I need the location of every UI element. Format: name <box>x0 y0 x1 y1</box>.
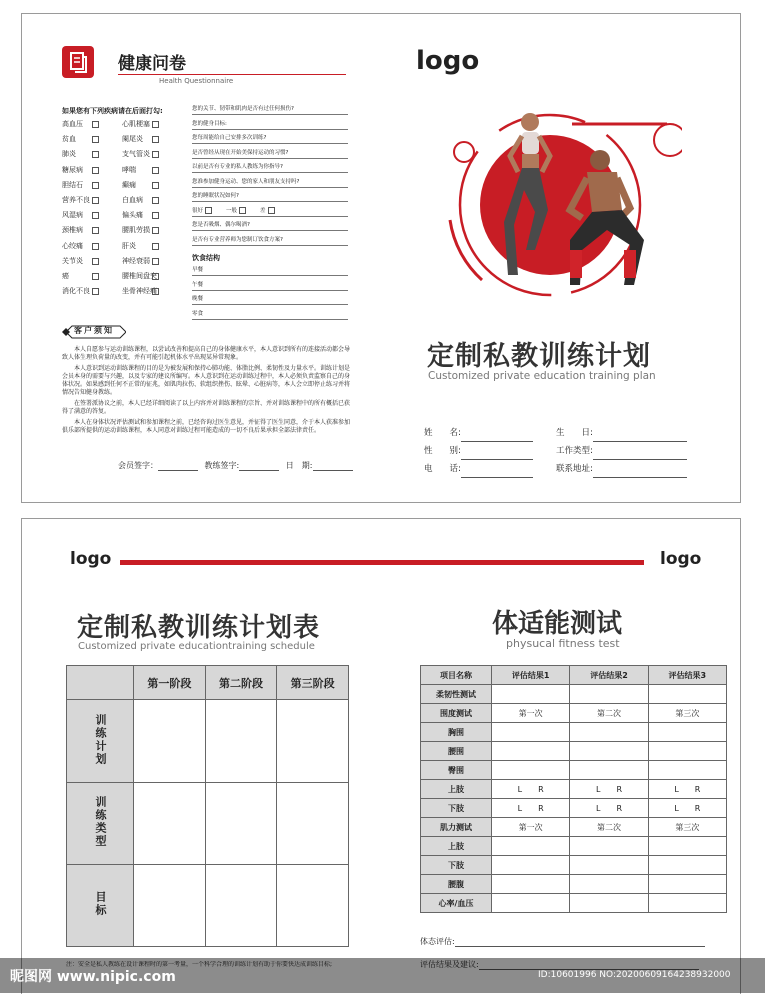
fitness-cell[interactable] <box>492 894 570 913</box>
disease-item <box>122 180 136 190</box>
fitness-header: 项目名称 <box>421 666 492 685</box>
watermark-left: 昵图网 www.nipic.com <box>10 969 176 985</box>
member-sign-field[interactable] <box>158 462 198 471</box>
disease-label: 心绞痛 <box>62 241 83 250</box>
disease-label: 腰椎间盘突 <box>122 272 157 280</box>
fitness-cell[interactable] <box>648 685 726 704</box>
checkbox[interactable] <box>152 197 159 204</box>
checkbox[interactable] <box>152 227 159 234</box>
fitness-header: 评估结果2 <box>570 666 648 685</box>
checkbox[interactable] <box>205 207 212 214</box>
sleep-options <box>192 206 275 214</box>
disease-item <box>62 134 76 144</box>
fitness-item-label: 下肢 <box>421 799 492 818</box>
birthday-row: 生 日: <box>556 424 687 442</box>
cover-subtitle: Customized private education training plan <box>428 370 656 382</box>
fitness-cell[interactable] <box>570 685 648 704</box>
disease-item <box>122 210 143 220</box>
fitness-cell[interactable]: L R <box>570 780 648 799</box>
schedule-cell[interactable] <box>277 700 349 783</box>
disease-item <box>62 180 83 190</box>
fitness-cell[interactable]: L R <box>492 799 570 818</box>
birthday-field[interactable] <box>593 433 687 442</box>
disease-label: 颈椎病 <box>62 226 83 235</box>
title-rule <box>118 74 346 75</box>
fitness-row <box>421 856 727 875</box>
disease-item <box>62 256 83 266</box>
answer-line[interactable] <box>192 290 348 291</box>
checkbox[interactable] <box>152 182 159 189</box>
fitness-cell[interactable] <box>492 875 570 894</box>
answer-line[interactable] <box>192 201 348 202</box>
disease-item <box>62 210 83 220</box>
date-label: 日 期: <box>285 461 313 470</box>
disease-label: 偏头痛 <box>122 211 143 220</box>
row-goal-label: 目标 <box>67 865 134 947</box>
disease-label: 营养不良 <box>62 196 90 204</box>
fitness-cell[interactable]: L R <box>648 780 726 799</box>
fitness-cell[interactable]: L R <box>492 780 570 799</box>
disease-label: 支气管炎 <box>122 150 150 159</box>
disease-label: 哮喘 <box>122 165 136 174</box>
question-text: 您准参加健身运动、您的家人和朋友支持吗? <box>192 178 300 185</box>
job-row: 工作类型: <box>556 442 687 460</box>
date-field[interactable] <box>313 462 353 471</box>
coach-sign-field[interactable] <box>239 462 279 471</box>
checkbox[interactable] <box>239 207 246 214</box>
signature-line <box>118 460 353 471</box>
question-text: 您的睡眠状况如何? <box>192 193 239 199</box>
fitness-cell[interactable]: 第三次 <box>648 704 726 723</box>
fitness-title: 体适能测试 <box>492 609 623 639</box>
cover-fields-right <box>556 424 687 478</box>
disease-item <box>62 241 83 251</box>
disease-label: 高血压 <box>62 120 83 128</box>
answer-line[interactable] <box>192 216 348 217</box>
question-text: 午餐 <box>192 281 204 288</box>
sleep-option-label: 差 <box>260 207 266 214</box>
doc-icon <box>62 46 94 78</box>
disease-label: 关节炎 <box>62 256 83 265</box>
fitness-cell[interactable]: L R <box>648 799 726 818</box>
fitness-cell[interactable] <box>570 894 648 913</box>
checkbox[interactable] <box>152 136 159 143</box>
fitness-cell[interactable] <box>492 856 570 875</box>
fitness-cell[interactable] <box>492 761 570 780</box>
fitness-row <box>421 704 727 723</box>
answer-line[interactable] <box>192 143 348 144</box>
row-plan-label: 训练计划 <box>67 700 134 783</box>
hero-graphic <box>422 100 682 320</box>
checkbox[interactable] <box>152 288 159 295</box>
fitness-cell[interactable] <box>648 894 726 913</box>
disease-item <box>62 286 90 296</box>
question-text: 您每周能给自己安排多次训练? <box>192 135 267 141</box>
fitness-cell[interactable] <box>570 723 648 742</box>
watermark-bar <box>0 958 765 993</box>
disease-item <box>62 271 69 281</box>
fitness-row <box>421 818 727 837</box>
schedule-cell[interactable] <box>205 783 277 865</box>
fitness-cell[interactable] <box>570 875 648 894</box>
checkbox[interactable] <box>92 288 99 295</box>
fitness-item-label: 臀围 <box>421 761 492 780</box>
name-field[interactable] <box>461 433 533 442</box>
answer-line[interactable] <box>192 172 348 173</box>
gender-row: 性 别: <box>424 442 533 460</box>
answer-line[interactable] <box>192 304 348 305</box>
disease-label: 消化不良 <box>62 287 90 296</box>
question-text: 是否曾经从现在开始美保持运动的习惯? <box>192 149 289 156</box>
phase-3-header: 第三阶段 <box>277 666 349 700</box>
question-text: 您的关节、韧带和肌肉是否有过任何损伤? <box>192 106 294 112</box>
questionnaire-title: 健康问卷 <box>118 54 186 74</box>
address-row: 联系地址: <box>556 460 687 478</box>
notice-para: 本人在身体状况评估测试和参加课程之前，已经咨询过医生意见，并征得了医生同意，介于本人获准参加俱乐部所提供的运动训练课程，本人同意对训练过程可能造成的一切不良后果承担全部法律责任。 <box>62 419 351 434</box>
member-sign-label: 会员签字： <box>118 461 158 470</box>
disease-label: 糖尿病 <box>62 165 83 174</box>
fitness-item-label: 肌力测试 <box>421 818 492 837</box>
fitness-item-label: 上肢 <box>421 780 492 799</box>
checkbox[interactable] <box>268 207 275 214</box>
schedule-logo: logo <box>70 549 112 569</box>
name-row: 姓 名: <box>424 424 533 442</box>
notice-para: 本人自愿参与运动训练课程，以尝试改善和提高自己的身体健康水平，本人意识到所有的连接活动都会导致人体生理负荷量的改变，并有可能引起机体水平出现某异常现象。 <box>62 346 351 361</box>
question-text: 以前是否有专业的私人教练为你指导? <box>192 164 283 170</box>
fitness-cell[interactable] <box>570 761 648 780</box>
disease-item <box>122 225 150 235</box>
job-field[interactable] <box>593 451 687 460</box>
disease-item <box>122 134 143 144</box>
disease-item <box>122 286 157 296</box>
notice-para: 本人意识到运动训练课程的目的是为被发展和保持心肺功能、体脂比例、柔韧性及力量水平。训练计划是会员本身的需要与兴趣，以及专家的建议所编写。本人意识到在运动训练过程中，本人必须负责监察自己的身体状况。如果感到任何不正常的征兆，如肌肉拉伤、软组织挫伤、眩晕、心脏病等，本人会立即停止练习并将情况告知健身教练。 <box>62 365 351 396</box>
checkbox[interactable] <box>152 121 159 128</box>
fitness-row <box>421 837 727 856</box>
fitness-row <box>421 761 727 780</box>
question-text: 您是否吸烟、偶尔喝酒? <box>192 222 250 228</box>
checkbox[interactable] <box>92 167 99 174</box>
fitness-cell[interactable] <box>648 723 726 742</box>
disease-item <box>62 119 83 129</box>
fitness-cell[interactable] <box>492 723 570 742</box>
disease-item <box>62 225 83 235</box>
fitness-cell[interactable]: 第三次 <box>648 818 726 837</box>
fitness-cell[interactable] <box>570 837 648 856</box>
checkbox[interactable] <box>152 212 159 219</box>
fitness-row <box>421 875 727 894</box>
disease-label: 肝炎 <box>122 241 136 250</box>
schedule-subtitle: Customized private educationtraining schedule <box>78 641 315 652</box>
phone-row: 电 话: <box>424 460 533 478</box>
disease-label: 癫痫 <box>122 180 136 189</box>
checkbox[interactable] <box>92 182 99 189</box>
schedule-cell[interactable] <box>134 865 206 947</box>
checkbox[interactable] <box>92 197 99 204</box>
schedule-cell[interactable] <box>277 783 349 865</box>
fitness-table <box>420 665 727 913</box>
fitness-cell[interactable] <box>492 837 570 856</box>
notice-badge <box>62 324 126 338</box>
sleep-option-label: 很好 <box>192 207 204 214</box>
notice-title: 客户须知 <box>74 326 114 335</box>
sleep-option-label: 一般 <box>226 207 238 214</box>
notice-text <box>62 346 352 435</box>
disease-label: 癌 <box>62 272 69 280</box>
fitness-cell[interactable] <box>648 856 726 875</box>
address-field[interactable] <box>593 469 687 478</box>
disease-item <box>122 195 143 205</box>
posture-eval-label: 体态评估: <box>420 937 455 946</box>
phase-1-header: 第一阶段 <box>134 666 206 700</box>
cover-fields-left <box>424 424 533 478</box>
checkbox[interactable] <box>92 212 99 219</box>
checkbox[interactable] <box>92 136 99 143</box>
fitness-item-label: 腰腹 <box>421 875 492 894</box>
watermark-right: ID:10601996 NO:20200609164238932000 <box>538 970 731 980</box>
checkbox[interactable] <box>92 151 99 158</box>
fitness-row <box>421 742 727 761</box>
fitness-item-label: 围度测试 <box>421 704 492 723</box>
disease-label: 坐骨神经痛 <box>122 287 157 296</box>
fitness-header: 评估结果1 <box>492 666 570 685</box>
cover-title: 定制私教训练计划 <box>427 341 651 372</box>
coach-sign-label: 教练签字: <box>204 461 240 470</box>
checkbox[interactable] <box>92 273 99 280</box>
fitness-row <box>421 723 727 742</box>
schedule-cell[interactable] <box>134 783 206 865</box>
posture-eval-field[interactable] <box>455 938 705 947</box>
answer-line[interactable] <box>192 245 348 246</box>
fitness-cell[interactable] <box>648 875 726 894</box>
schedule-table <box>66 665 349 947</box>
disease-item <box>62 195 90 205</box>
fitness-cell[interactable] <box>492 742 570 761</box>
disease-item <box>122 119 150 129</box>
fitness-item-label: 胸围 <box>421 723 492 742</box>
disease-label: 风湿病 <box>62 211 83 220</box>
checkbox[interactable] <box>152 243 159 250</box>
row-type-label: 训练类型 <box>67 783 134 865</box>
notice-para: 在签署派协议之前，本人已经详细阅读了以上内容并对训练课程的宗旨、并对训练课程中的所有概括已获得了满意的答复。 <box>62 400 351 415</box>
disease-item <box>122 256 150 266</box>
fitness-logo: logo <box>660 549 702 569</box>
disease-label: 肺炎 <box>62 150 76 159</box>
question-text: 饮食结构 <box>192 254 220 262</box>
fitness-cell[interactable] <box>648 742 726 761</box>
answer-line[interactable] <box>192 275 348 276</box>
disease-label: 腰肌劳损 <box>122 226 150 235</box>
disease-label: 贫血 <box>62 135 76 144</box>
answer-line[interactable] <box>192 230 348 231</box>
disease-item <box>62 165 83 175</box>
fitness-cell[interactable] <box>648 761 726 780</box>
disease-item <box>62 149 76 159</box>
disease-label: 阑尾炎 <box>122 135 143 144</box>
page-2 <box>21 518 741 994</box>
fitness-row <box>421 894 727 913</box>
gender-field[interactable] <box>461 451 533 460</box>
answer-line[interactable] <box>192 187 348 188</box>
question-text: 晚餐 <box>192 296 204 302</box>
fitness-header: 评估结果3 <box>648 666 726 685</box>
fitness-item-label: 上肢 <box>421 837 492 856</box>
fitness-row <box>421 685 727 704</box>
fitness-item-label: 腰围 <box>421 742 492 761</box>
checkbox[interactable] <box>152 151 159 158</box>
answer-line[interactable] <box>192 158 348 159</box>
schedule-cell[interactable] <box>205 865 277 947</box>
disease-item <box>122 149 150 159</box>
fitness-row <box>421 799 727 818</box>
disease-item <box>122 165 136 175</box>
questionnaire-subtitle: Health Questionnaire <box>159 77 234 85</box>
fitness-header-row <box>421 666 727 685</box>
question-text: 您的健身目标: <box>192 120 227 127</box>
fitness-row <box>421 780 727 799</box>
schedule-cell[interactable] <box>277 865 349 947</box>
page-1 <box>21 13 741 503</box>
fitness-item-label: 心率/血压 <box>421 894 492 913</box>
schedule-title: 定制私教训练计划表 <box>77 613 321 643</box>
answer-line[interactable] <box>192 319 348 320</box>
posture-eval <box>420 936 705 947</box>
fitness-cell[interactable]: 第二次 <box>570 704 648 723</box>
checkbox[interactable] <box>92 227 99 234</box>
schedule-cell[interactable] <box>134 700 206 783</box>
fitness-cell[interactable]: 第二次 <box>570 818 648 837</box>
question-text: 早餐 <box>192 267 204 273</box>
disease-label: 胆结石 <box>62 180 83 189</box>
cover-logo: logo <box>416 46 480 76</box>
schedule-corner <box>67 666 134 700</box>
question-text: 是否有专业营养师为您制订饮食方案? <box>192 236 283 243</box>
disease-label: 白血病 <box>122 196 143 204</box>
fitness-item-label: 柔韧性测试 <box>421 685 492 704</box>
checkbox[interactable] <box>92 243 99 250</box>
question-text: 零食 <box>192 310 204 317</box>
answer-line[interactable] <box>192 114 348 115</box>
schedule-cell[interactable] <box>205 700 277 783</box>
fitness-cell[interactable] <box>492 685 570 704</box>
disease-prompt: 如果您有下列疾病请在后面打勾: <box>62 107 163 115</box>
fitness-cell[interactable] <box>570 856 648 875</box>
fitness-cell[interactable] <box>570 742 648 761</box>
disease-label: 心肌梗塞 <box>122 120 150 128</box>
fitness-cell[interactable] <box>648 837 726 856</box>
fitness-cell[interactable]: L R <box>570 799 648 818</box>
phone-field[interactable] <box>461 469 533 478</box>
fitness-subtitle: physucal fitness test <box>506 637 620 650</box>
checkbox[interactable] <box>152 167 159 174</box>
fitness-cell[interactable]: 第一次 <box>492 818 570 837</box>
schedule-footnote: 注：安全是私人教练在设计课程时的第一考量，一个科学合理的训练计划有助于你要快达成训练目标; <box>66 961 333 968</box>
phase-2-header: 第二阶段 <box>205 666 277 700</box>
disease-item <box>122 271 157 281</box>
checkbox[interactable] <box>152 273 159 280</box>
fitness-item-label: 下肢 <box>421 856 492 875</box>
result-advice-label: 评估结果及建议: <box>420 960 479 969</box>
disease-label: 神经衰弱 <box>122 256 150 265</box>
header-bar <box>120 560 644 565</box>
checkbox[interactable] <box>92 121 99 128</box>
disease-item <box>122 241 136 251</box>
fitness-cell[interactable]: 第一次 <box>492 704 570 723</box>
answer-line[interactable] <box>192 129 348 130</box>
checkbox[interactable] <box>152 258 159 265</box>
checkbox[interactable] <box>92 258 99 265</box>
